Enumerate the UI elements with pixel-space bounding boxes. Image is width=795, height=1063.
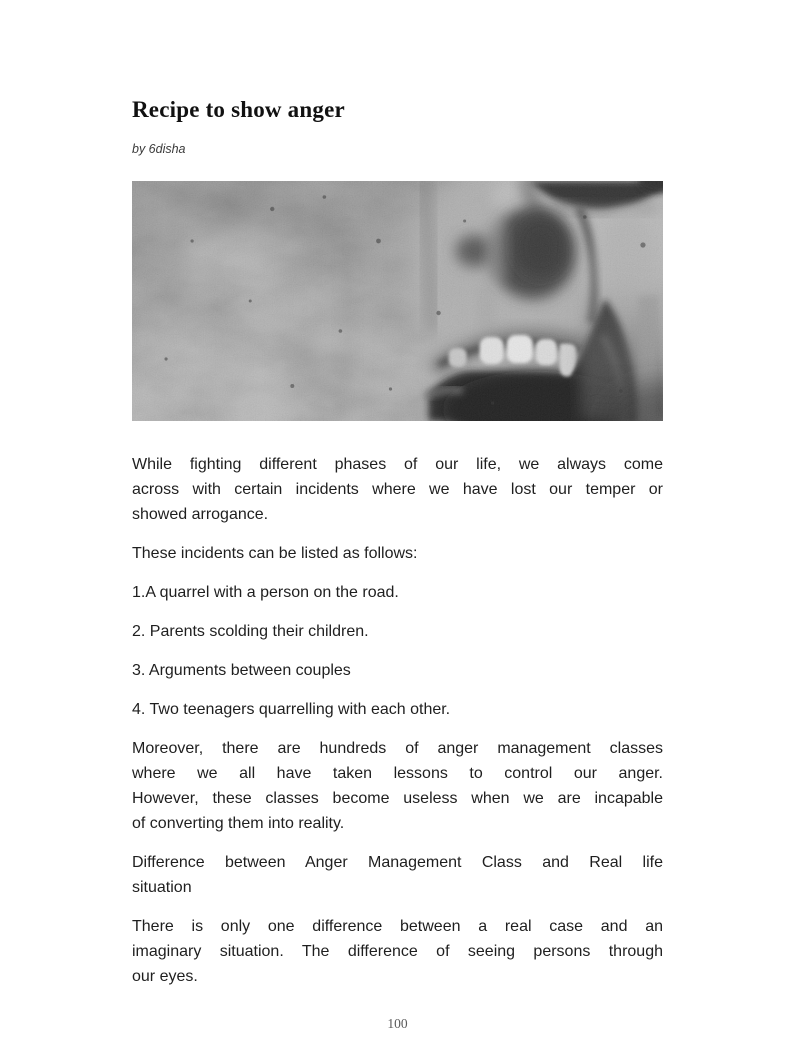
text-line: 4. Two teenagers quarrelling with each other.	[132, 701, 451, 718]
article-body	[132, 452, 663, 989]
text-line: However, these classes become useless when we are incapable	[132, 790, 663, 807]
paragraph	[132, 580, 663, 605]
article-title: Recipe to show anger	[132, 97, 345, 122]
paragraph	[132, 736, 663, 836]
text-line: where we all have taken lessons to control our anger.	[132, 765, 663, 782]
article	[132, 0, 663, 1032]
paragraph	[132, 452, 663, 527]
text-line: These incidents can be listed as follows:	[132, 545, 418, 562]
hero-image	[132, 181, 663, 421]
paragraph	[132, 619, 663, 644]
text-line: There is only one difference between a real case and an	[132, 918, 663, 935]
paragraph	[132, 658, 663, 683]
article-byline: by 6disha	[132, 142, 186, 156]
text-line: showed arrogance.	[132, 506, 269, 523]
text-line: 1.A quarrel with a person on the road.	[132, 584, 399, 601]
text-line: 3. Arguments between couples	[132, 662, 351, 679]
text-line: Difference between Anger Management Class and Real life	[132, 854, 663, 871]
page-number: 100	[387, 1016, 408, 1031]
text-line: of converting them into reality.	[132, 815, 345, 832]
text-line: situation	[132, 879, 192, 896]
text-line: 2. Parents scolding their children.	[132, 623, 369, 640]
paragraph	[132, 914, 663, 989]
text-line: across with certain incidents where we have lost our temper or	[132, 481, 663, 498]
hero-image-art	[132, 181, 663, 421]
text-line: Moreover, there are hundreds of anger management classes	[132, 740, 663, 757]
paragraph	[132, 541, 663, 566]
section-heading	[132, 850, 663, 900]
text-line: our eyes.	[132, 968, 198, 985]
paragraph	[132, 697, 663, 722]
text-line: imaginary situation. The difference of seeing persons through	[132, 943, 663, 960]
text-line: While fighting different phases of our life, we always come	[132, 456, 663, 473]
